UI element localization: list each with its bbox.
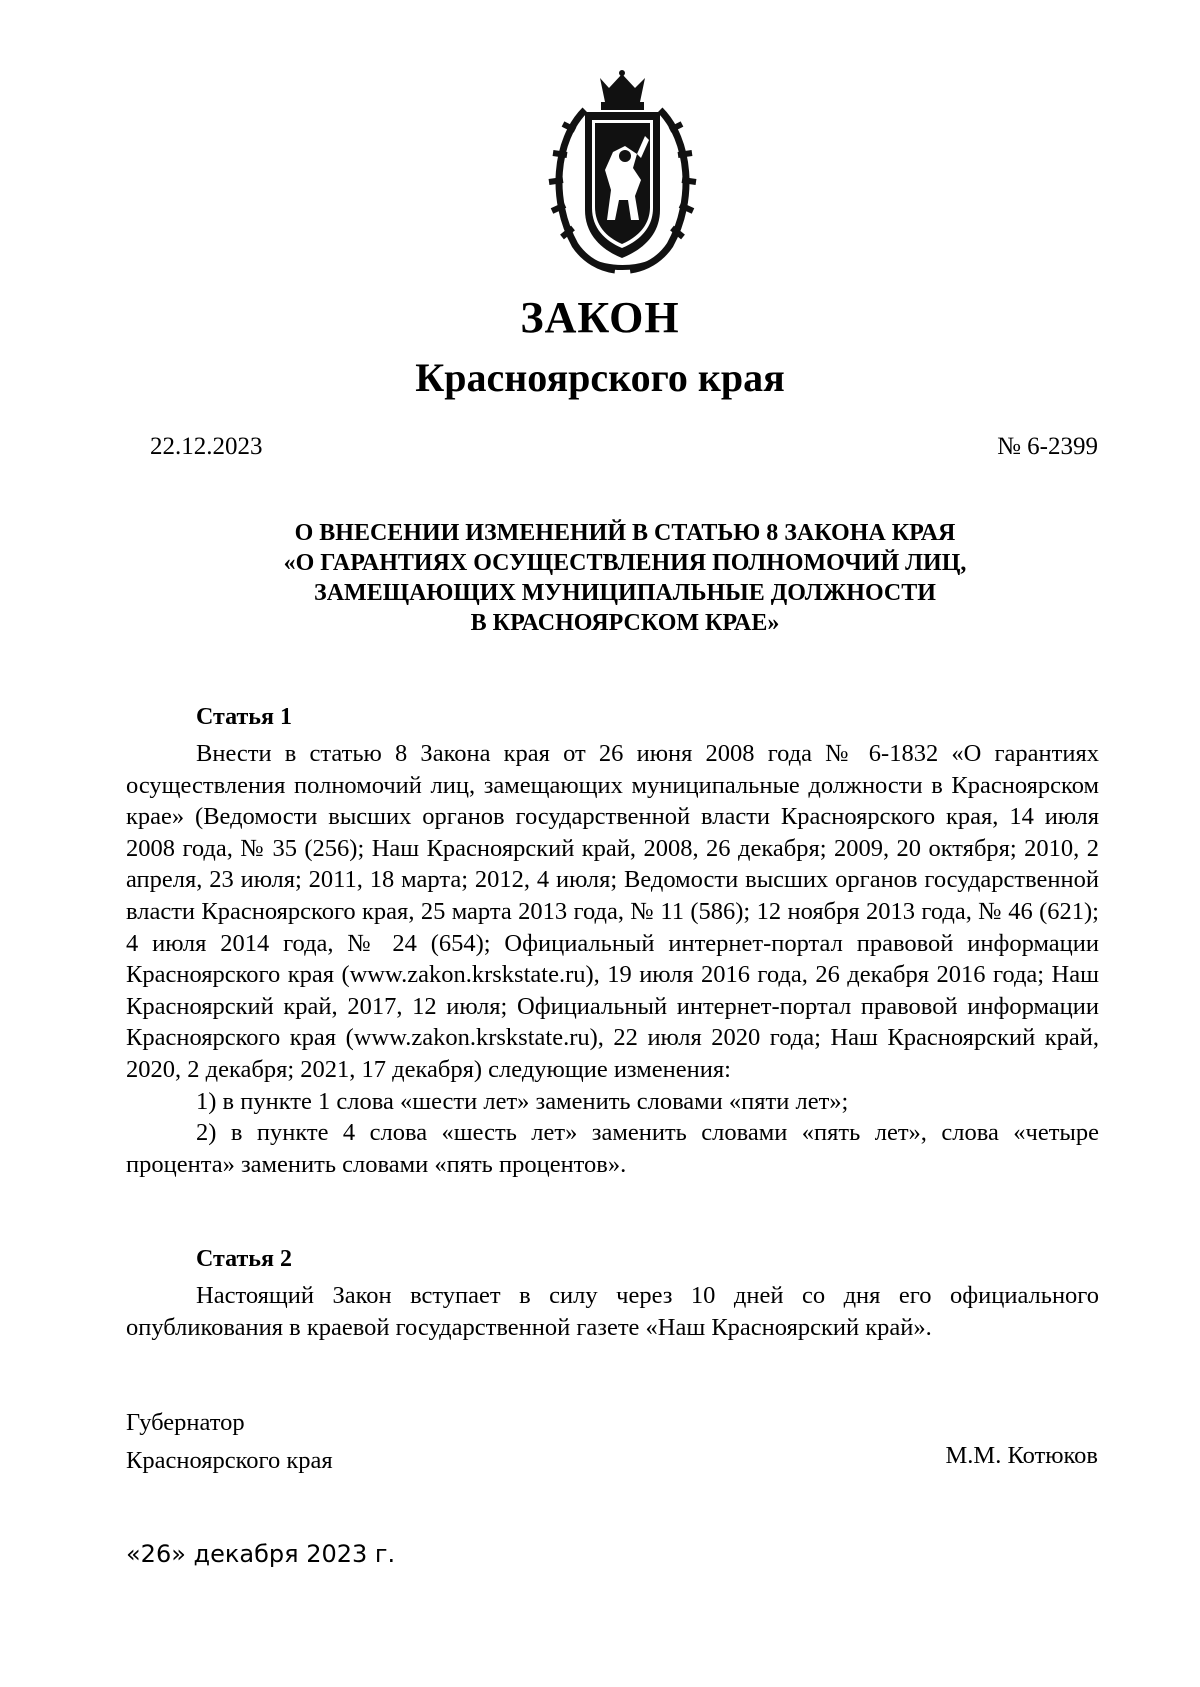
heading-line: «О ГАРАНТИЯХ ОСУЩЕСТВЛЕНИЯ ПОЛНОМОЧИЙ ЛИЦ,	[283, 550, 967, 576]
signer-name: М.М. Котюков	[945, 1442, 1098, 1469]
article-2-title: Статья 2	[196, 1246, 292, 1272]
law-number: № 6-2399	[997, 433, 1098, 460]
article-1-title: Статья 1	[196, 704, 292, 730]
heading-line: О ВНЕСЕНИИ ИЗМЕНЕНИЙ В СТАТЬЮ 8 ЗАКОНА КРАЯ	[294, 520, 956, 546]
governor-position-line: Красноярского края	[126, 1447, 333, 1474]
heading-line: ЗАМЕЩАЮЩИХ МУНИЦИПАЛЬНЫЕ ДОЛЖНОСТИ	[314, 580, 936, 606]
coat-of-arms-emblem	[545, 70, 700, 280]
article-1-paragraph: 1) в пункте 1 слова «шести лет» заменить словами «пяти лет»;	[196, 1087, 849, 1115]
governor-position-line: Губернатор	[126, 1409, 245, 1436]
document-subtitle: Красноярского края	[415, 355, 785, 400]
document-title: ЗАКОН	[520, 293, 680, 342]
law-date: 22.12.2023	[150, 433, 263, 460]
signing-date: «26» декабря 2023 г.	[126, 1540, 396, 1568]
governor-position	[126, 1404, 333, 1480]
article-1-paragraph: 2) в пункте 4 слова «шесть лет» заменить словами «пять лет», слова «четыре процента» заменить словами «пять процентов».	[126, 1119, 1099, 1178]
article-2-paragraph: Настоящий Закон вступает в силу через 10 дней со дня его официального опубликования в краевой государственной газете «Наш Красноярский край».	[126, 1282, 1099, 1341]
article-1-paragraph: Внести в статью 8 Закона края от 26 июня 2008 года № 6-1832 «О гарантиях осуществления полномочий лиц, замещающих муниципальные должности в Красноярском крае» (Ведомости высших органов государственной власти Красноярского края, 14 июля 2008 года, № 35 (256); Наш Красноярский край, 2008, 26 декабря; 2009, 20 октября; 2010, 2 апреля, 23 июля; 2011, 18 марта; 2012, 4 июля; Ведомости высших органов государственной власти Красноярского края, 25 марта 2013 года, № 11 (586); 12 ноября 2013 года, № 46 (621); 4 июля 2014 года, № 24 (654); Официальный интернет-портал правовой информации Красноярского края (www.zakon.krskstate.ru), 19 июля 2016 года, 26 декабря 2016 года; Наш Красноярский край, 2017, 12 июля; Официальный интернет-портал правовой информации Красноярского края (www.zakon.krskstate.ru), 22 июля 2020 года; Наш Красноярский край, 2020, 2 декабря; 2021, 17 декабря) следующие изменения:	[126, 740, 1099, 1083]
heading-line: В КРАСНОЯРСКОМ КРАЕ»	[470, 610, 780, 636]
article-1-body	[126, 738, 1099, 1180]
law-heading	[150, 518, 1100, 638]
article-2-body	[126, 1280, 1099, 1343]
